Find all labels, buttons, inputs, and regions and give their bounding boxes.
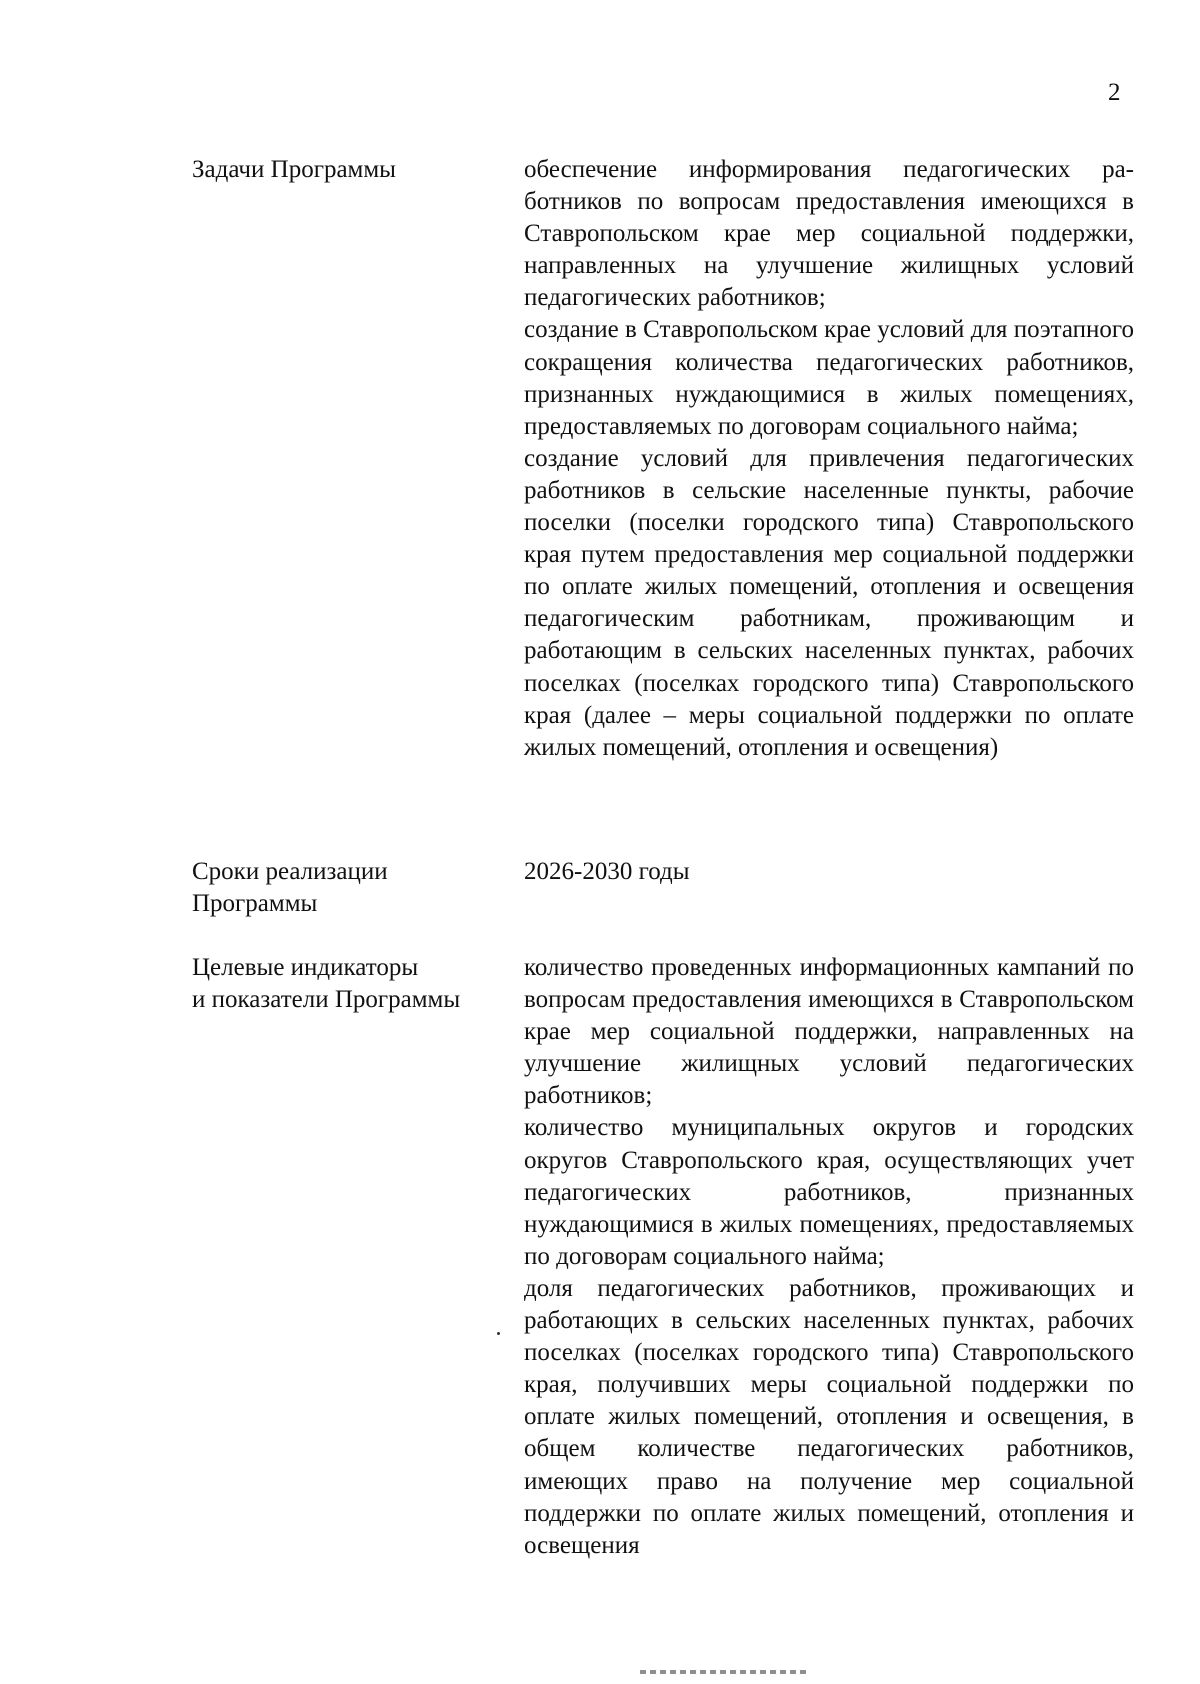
task-paragraph-2: создание в Ставропольском крае условий для поэтапного сокращения количества педагогических работников, признанных нуждающимися в жилых помещениях, предоставляемых по договорам социального найма; — [524, 316, 1134, 440]
task-paragraph-1: обеспечение информирования педагогических работников по вопросам предоставления имеющихся в Ставропольском крае мер социальной поддержки, направленных на улучшение жилищных условий педагогических работников; — [524, 156, 1134, 312]
section-content-tasks — [524, 154, 1134, 764]
section-label-tasks: Задачи Программы — [192, 156, 396, 183]
section-label-indicators: Целевые индикаторы и показатели Программы — [192, 954, 461, 1013]
indicator-paragraph-1: количество проведенных информационных кампаний по вопросам предоставления имеющихся в Ставропольском крае мер социальной поддержки, направленных на улучшение жилищных условий педагогических работников; — [524, 954, 1134, 1110]
section-content-indicators — [524, 952, 1134, 1562]
section-content-terms — [524, 856, 1134, 888]
section-label-terms: Сроки реализации Программы — [192, 858, 388, 917]
page-number: 2 — [1108, 79, 1121, 106]
task-paragraph-3: создание условий для привлечения педагогических работников в сельские населенные пункты, рабочие поселки (поселки городского типа) Ставропольского края путем предоставления мер социальной поддержки по оплате жилых помещений, отопления и освещения педагогическим работникам, проживающим и работающим в сельских населенных пунктах, рабочих поселках (поселках городского типа) Ставропольского края (далее – меры социальной поддержки по оплате жилых помещений, отопления и освещения) — [524, 444, 1134, 761]
scan-edge-mark — [640, 1670, 810, 1674]
indicator-paragraph-3: доля педагогических работников, проживающих и работающих в сельских населенных пунктах, рабочих поселках (поселках городского типа) Ставропольского края, получивших меры социальной поддержки по оплате жилых помещений, отопления и освещения, в общем количестве педагогических работников, имеющих право на получение мер социальной поддержки по оплате жилых помещений, отопления и освещения — [524, 1274, 1134, 1559]
terms-value: 2026-2030 годы — [524, 858, 690, 885]
indicator-paragraph-2: количество муниципальных округов и городских округов Ставропольского края, осуществляющих учет педагогических работников, признанных нуждающимися в жилых помещениях, предоставляемых по договорам социального найма; — [524, 1114, 1134, 1270]
scan-speck — [497, 1332, 500, 1335]
